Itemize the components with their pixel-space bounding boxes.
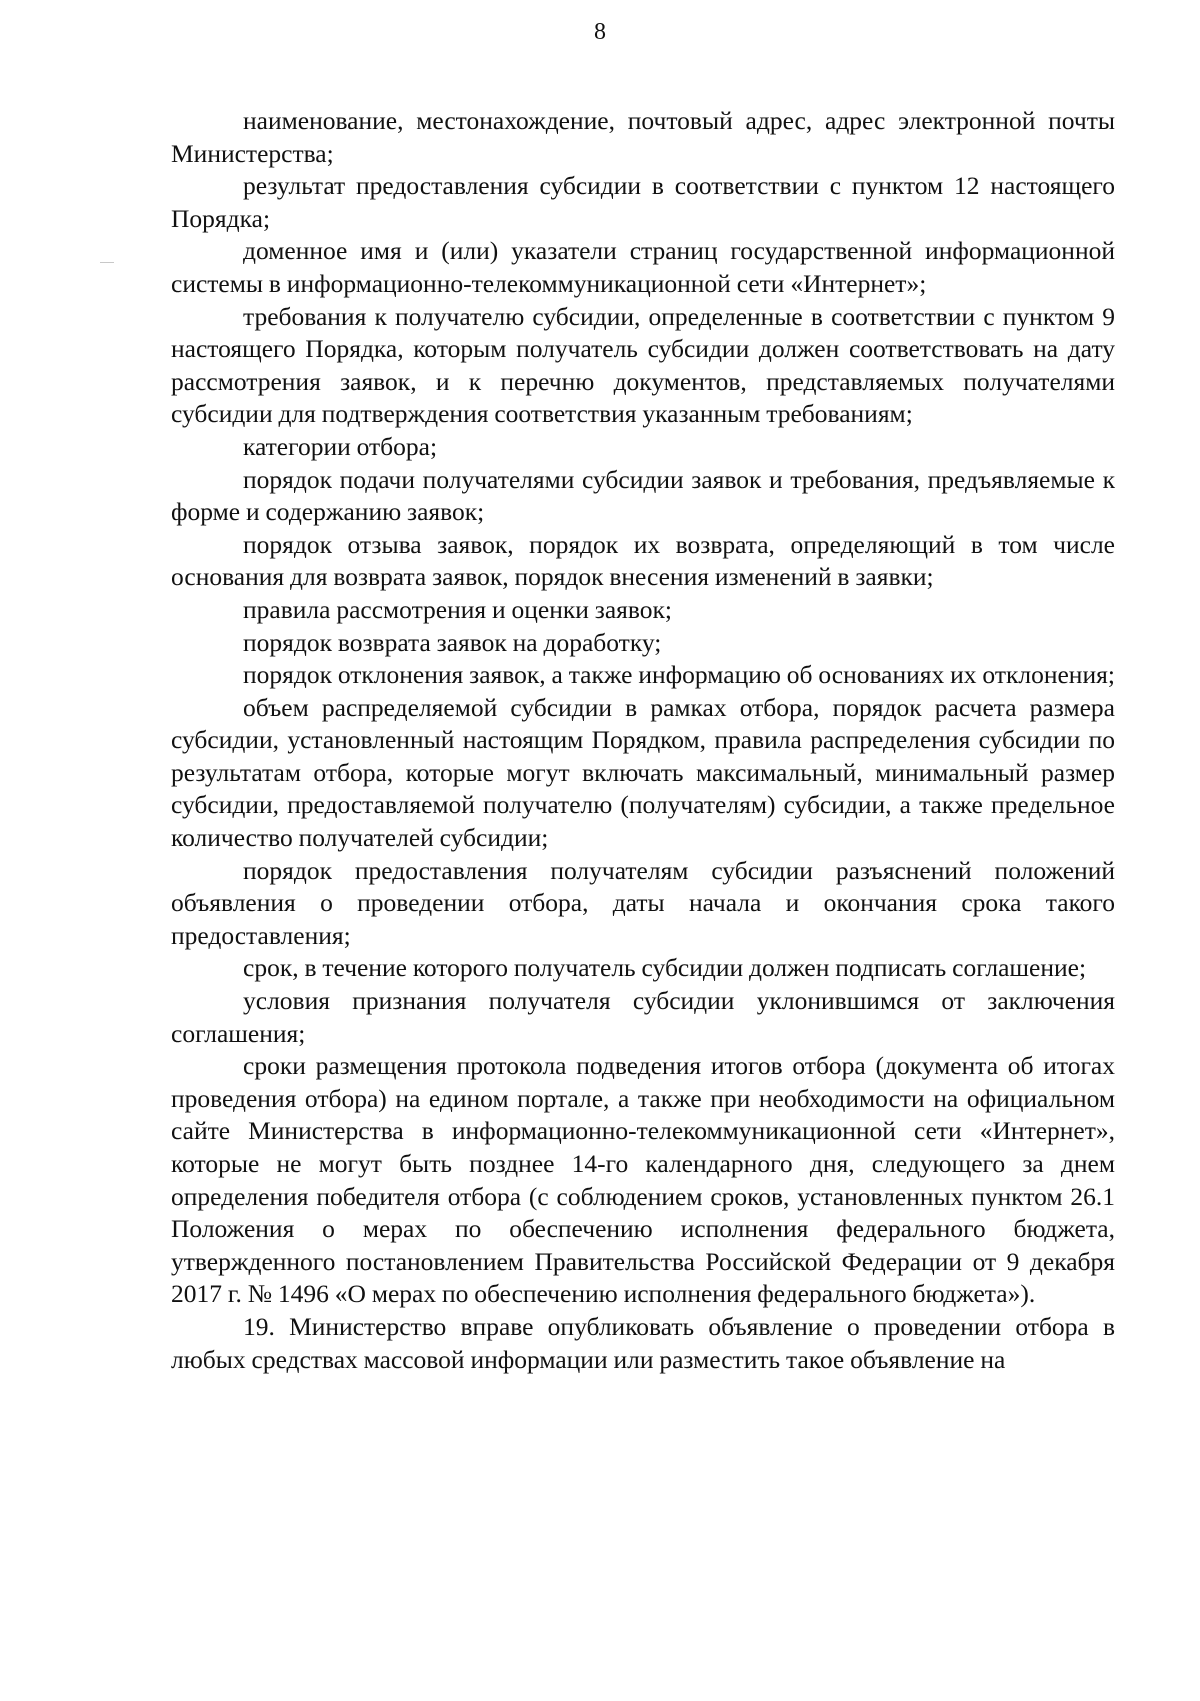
- paragraph-evasion-conditions: условия признания получателя субсидии уклонившимся от заключения соглашения;: [171, 986, 1115, 1048]
- paragraph-application-submission: порядок подачи получателями субсидии заявок и требования, предъявляемые к форме и содержанию заявок;: [171, 464, 1115, 527]
- paragraph-protocol-deadlines: сроки размещения протокола подведения итогов отбора (документа об итогах проведения отбора) на едином портале, а также при необходимости на официальном сайте Министерства в информационно-телекоммуникационной сети «Интернет», которые не могут быть позднее 14-го календарного дня, следующего за днем определения победителя отбора (с соблюдением сроков, установленных пунктом 26.1 Положения о мерах по обеспечению исполнения федерального бюджета, утвержденного постановлением Правительства Российской Федерации от 9 декабря 2017 г. № 1496 «О мерах по обеспечению исполнения федерального бюджета»).: [171, 1051, 1115, 1309]
- paragraph-subsidy-volume: объем распределяемой субсидии в рамках отбора, порядок расчета размера субсидии, установленный настоящим Порядком, правила распределения субсидии по результатам отбора, которые могут включать максимальный, минимальный размер субсидии, предоставляемой получателю (получателям) субсидии, а также предельное количество получателей субсидии;: [171, 692, 1115, 853]
- paragraph-recipient-requirements: требования к получателю субсидии, определенные в соответствии с пунктом 9 настоящего Порядка, которым получатель субсидии должен соответствовать на дату рассмотрения заявок, и к перечню документов, представляемых получателями субсидии для подтверждения соответствия указанным требованиям;: [171, 301, 1115, 429]
- paragraph-subsidy-result: результат предоставления субсидии в соответствии с пунктом 12 настоящего Порядка;: [171, 171, 1115, 233]
- paragraph-review-rules: правила рассмотрения и оценки заявок;: [243, 594, 672, 624]
- paragraph-agreement-deadline: срок, в течение которого получатель субсидии должен подписать соглашение;: [243, 953, 1087, 983]
- paragraph-domain-name: доменное имя и (или) указатели страниц государственной информационной системы в информационно-телекоммуникационной сети «Интернет»;: [171, 236, 1115, 298]
- paragraph-19-publication: 19. Министерство вправе опубликовать объявление о проведении отбора в любых средствах массовой информации или разместить такое объявление на: [171, 1311, 1115, 1374]
- paragraph-ministry-details: наименование, местонахождение, почтовый адрес, адрес электронной почты Министерства;: [171, 106, 1115, 168]
- paragraph-rejection-order: порядок отклонения заявок, а также информацию об основаниях их отклонения;: [243, 660, 1115, 690]
- paragraph-clarifications: порядок предоставления получателям субсидии разъяснений положений объявления о проведении отбора, даты начала и окончания срока такого предоставления;: [171, 855, 1115, 950]
- paragraph-return-for-revision: порядок возврата заявок на доработку;: [243, 627, 662, 657]
- page-number: 8: [594, 19, 606, 45]
- document-body: [171, 105, 1115, 1376]
- paragraph-selection-categories: категории отбора;: [243, 431, 438, 461]
- scan-artifact: [100, 262, 114, 263]
- paragraph-application-withdrawal: порядок отзыва заявок, порядок их возврата, определяющий в том числе основания для возврата заявок, порядок внесения изменений в заявки;: [171, 529, 1115, 592]
